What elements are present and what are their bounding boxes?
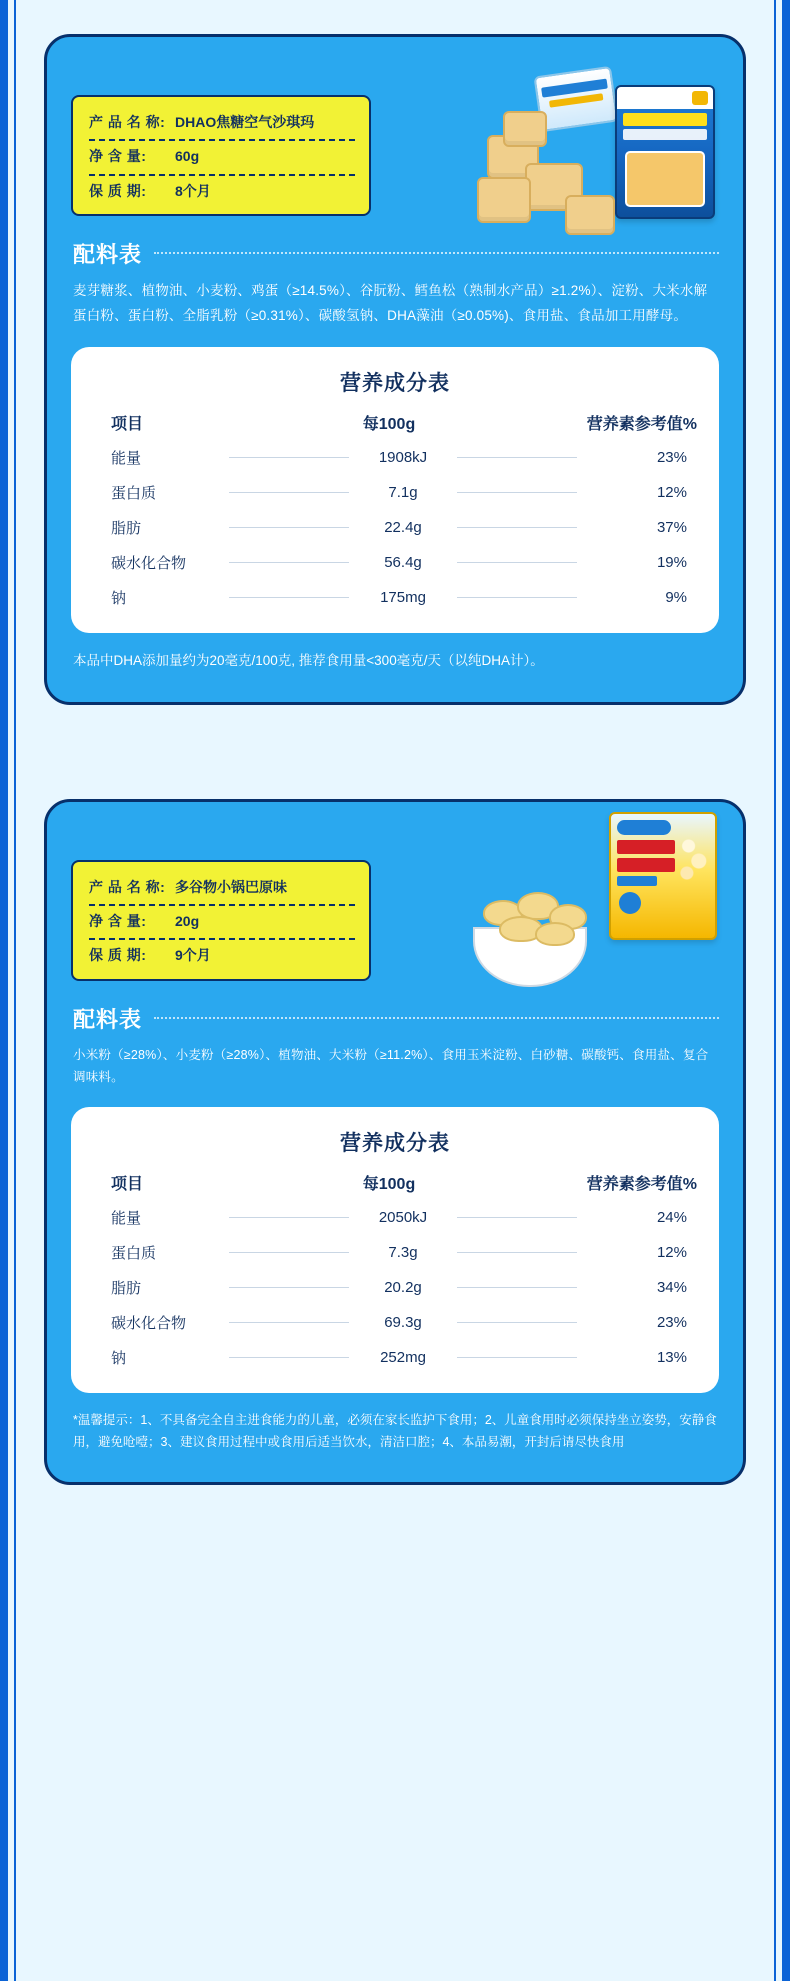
ingredients-title: 配料表 [73, 1006, 143, 1032]
product-name-value: 多谷物小锅巴原味 [175, 878, 287, 895]
shelf-life-label: 保 质 期: [89, 182, 147, 199]
nutrition-item: 脂肪 [111, 1279, 142, 1297]
nutrition-item: 能量 [111, 449, 142, 467]
leader-line [229, 597, 349, 598]
product-name-row [89, 874, 355, 900]
shelf-life-value: 8个月 [175, 182, 211, 199]
nutrition-header-per100g: 每100g [362, 1175, 416, 1193]
product-card-1 [44, 34, 746, 705]
net-weight-label: 净 含 量: [89, 913, 147, 930]
leader-line [229, 492, 349, 493]
nutrition-header-row-1 [93, 407, 697, 440]
leader-line [229, 1252, 349, 1253]
nutrition-nrv: 19% [656, 553, 687, 571]
nutrition-item: 碳水化合物 [111, 1314, 187, 1332]
product-info-box-2 [71, 860, 371, 981]
product-name-row [89, 109, 355, 135]
dha-note-1: 本品中DHA添加量约为20毫克/100克, 推荐食用量<300毫克/天（以纯DHA计）。 [73, 652, 544, 668]
leader-line [457, 527, 577, 528]
nutrition-nrv: 13% [656, 1348, 687, 1366]
table-row [93, 580, 697, 615]
nutrition-value: 22.4g [384, 518, 422, 536]
divider-dashed [89, 938, 355, 940]
product-photo-2 [469, 812, 719, 987]
ingredients-text-2: 小米粉（≥28%）、小麦粉（≥28%）、植物油、大米粉（≥11.2%）、食用玉米淀粉、白砂糖、碳酸钙、食用盐、复合调味料。 [73, 1047, 709, 1085]
main-pack-illustration [615, 85, 715, 219]
product-name-label: 产 品 名 称: [89, 878, 166, 895]
snack-flake [535, 922, 575, 946]
leader-line [229, 1357, 349, 1358]
leader-line [229, 562, 349, 563]
net-weight-value: 20g [175, 913, 200, 930]
leader-line [457, 457, 577, 458]
product-info-box-1 [71, 95, 371, 216]
nutrition-value: 69.3g [384, 1313, 422, 1331]
nutrition-item: 能量 [111, 1209, 142, 1227]
dotted-rule [154, 1017, 719, 1019]
product-name-label: 产 品 名 称: [89, 114, 166, 130]
table-row [93, 545, 697, 580]
shelf-life-row [89, 942, 355, 968]
table-row [93, 1305, 697, 1340]
nutrition-item: 蛋白质 [111, 484, 157, 502]
table-row [93, 440, 697, 475]
nutrition-value: 7.3g [388, 1243, 418, 1261]
nutrition-header-item: 项目 [111, 1175, 144, 1193]
nutrition-value: 1908kJ [378, 448, 428, 466]
snack-piece [503, 111, 547, 147]
nutrition-panel-1 [71, 347, 719, 633]
nutrition-panel-2 [71, 1107, 719, 1393]
leader-line [457, 1252, 577, 1253]
nutrition-value: 20.2g [384, 1278, 422, 1296]
nutrition-item: 碳水化合物 [111, 554, 187, 572]
nutrition-header-item: 项目 [111, 415, 144, 433]
nutrition-nrv: 12% [656, 483, 687, 501]
nutrition-header-row-2 [93, 1167, 697, 1200]
leader-line [229, 1217, 349, 1218]
leader-line [457, 562, 577, 563]
nutrition-value: 252mg [380, 1348, 426, 1366]
nutrition-value: 56.4g [384, 553, 422, 571]
shelf-life-label: 保 质 期: [89, 947, 147, 964]
table-row [93, 1235, 697, 1270]
leader-line [457, 1357, 577, 1358]
nutrition-nrv: 24% [656, 1208, 687, 1226]
leader-line [229, 527, 349, 528]
leader-line [229, 1287, 349, 1288]
shelf-life-row [89, 178, 355, 204]
nutrition-nrv: 37% [656, 518, 687, 536]
nutrition-header-per100g: 每100g [362, 415, 416, 433]
nutrition-item: 脂肪 [111, 519, 142, 537]
product-card-2 [44, 799, 746, 1485]
leader-line [229, 457, 349, 458]
ingredients-text-1: 麦芽糖浆、植物油、小麦粉、鸡蛋（≥14.5%）、谷朊粉、鳕鱼松（熟制水产品）≥1.2%）、淀粉、大米水解蛋白粉、蛋白粉、全脂乳粉（≥0.31%）、碳酸氢钠、DHA藻油（≥0.05%)、食用盐、食品加工用酵母。 [73, 282, 708, 323]
product-photo-1 [469, 71, 719, 261]
table-row [93, 1340, 697, 1375]
nutrition-nrv: 12% [656, 1243, 687, 1261]
leader-line [457, 597, 577, 598]
net-weight-row [89, 143, 355, 169]
table-row [93, 1270, 697, 1305]
nutrition-nrv: 34% [656, 1278, 687, 1296]
nutrition-item: 钠 [111, 1349, 127, 1367]
nutrition-header-nrv: 营养素参考值% [586, 1175, 697, 1193]
leader-line [457, 492, 577, 493]
snack-piece [565, 195, 615, 235]
leader-line [457, 1217, 577, 1218]
net-weight-value: 60g [175, 148, 200, 165]
ingredients-heading-2 [73, 1003, 719, 1034]
section-spacer [22, 763, 768, 799]
nutrition-item: 钠 [111, 589, 127, 607]
divider-dashed [89, 174, 355, 176]
nutrition-nrv: 9% [665, 588, 687, 606]
table-row [93, 475, 697, 510]
nutrition-value: 175mg [380, 588, 426, 606]
nutrition-item: 蛋白质 [111, 1244, 157, 1262]
leader-line [229, 1322, 349, 1323]
shelf-life-value: 9个月 [175, 947, 211, 964]
nutrition-title-1: 营养成分表 [340, 371, 450, 395]
divider-dashed [89, 904, 355, 906]
ingredients-title: 配料表 [73, 241, 143, 267]
net-weight-row [89, 908, 355, 934]
nutrition-nrv: 23% [656, 1313, 687, 1331]
nutrition-header-nrv: 营养素参考值% [586, 415, 697, 433]
snack-piece [477, 177, 531, 223]
table-row [93, 510, 697, 545]
table-row [93, 1200, 697, 1235]
safety-note-2: *温馨提示：1、不具备完全自主进食能力的儿童，必须在家长监护下食用；2、儿童食用时必须保持坐立姿势，安静食用，避免呛噎；3、建议食用过程中或食用后适当饮水，清洁口腔；4、本品易潮，开封后请尽快食用 [73, 1412, 717, 1450]
divider-dashed [89, 139, 355, 141]
product-name-value: DHAO焦糖空气沙琪玛 [175, 114, 315, 130]
leader-line [457, 1322, 577, 1323]
main-pack-illustration-2 [609, 812, 717, 940]
nutrition-value: 7.1g [388, 483, 418, 501]
nutrition-nrv: 23% [656, 448, 687, 466]
nutrition-value: 2050kJ [378, 1208, 428, 1226]
leader-line [457, 1287, 577, 1288]
net-weight-label: 净 含 量: [89, 148, 147, 165]
nutrition-title-2: 营养成分表 [340, 1131, 450, 1155]
